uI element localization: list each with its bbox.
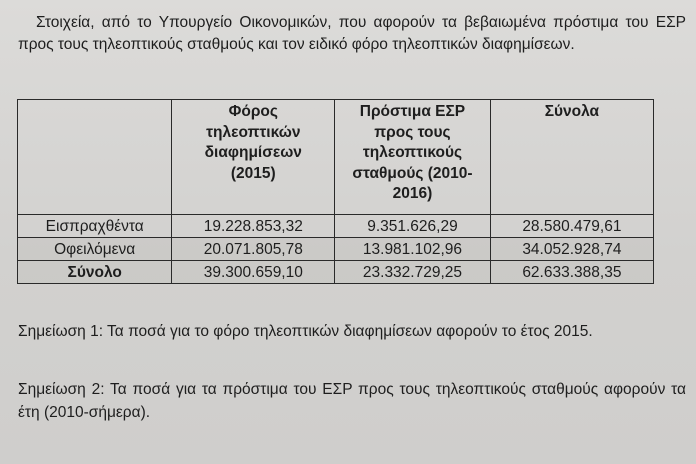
note-1: Σημείωση 1: Τα ποσά για το φόρο τηλεοπτικών διαφημίσεων αφορούν το έτος 2015.: [18, 323, 593, 340]
table-row: [18, 215, 654, 238]
fines-tax-table: [17, 99, 654, 284]
cell-collected-fines: 9.351.626,29: [335, 215, 491, 238]
header-tax: [172, 100, 335, 215]
header-empty-cell: [18, 100, 172, 215]
cell-owed-fines: 13.981.102,96: [335, 238, 491, 261]
table-row-total: [18, 261, 654, 284]
cell-sum-total: 62.633.388,35: [490, 261, 653, 284]
cell-sum-tax: 39.300.659,10: [172, 261, 335, 284]
row-label-sum: Σύνολο: [18, 261, 172, 284]
cell-owed-tax: 20.071.805,78: [172, 238, 335, 261]
note-2: Σημείωση 2: Τα ποσά για τα πρόστιμα του ΕΣΡ προς τους τηλεοπτικούς σταθμούς αφορούν τα έτη (2010-σήμερα).: [18, 381, 686, 421]
row-label-collected: Εισπραχθέντα: [18, 215, 172, 238]
cell-collected-tax: 19.228.853,32: [172, 215, 335, 238]
header-tax-text: Φόρος τηλεοπτικών διαφημίσεων (2015): [204, 103, 302, 182]
table-row: [18, 238, 654, 261]
cell-owed-total: 34.052.928,74: [490, 238, 653, 261]
header-fines: [335, 100, 491, 215]
row-label-owed: Οφειλόμενα: [18, 238, 172, 261]
header-fines-text: Πρόστιμα ΕΣΡ προς τους τηλεοπτικούς σταθμούς (2010-2016): [352, 103, 473, 202]
header-totals: Σύνολα: [490, 100, 653, 215]
table-header-row: [18, 100, 654, 215]
intro-paragraph: Στοιχεία, από το Υπουργείο Οικονομικών, που αφορούν τα βεβαιωμένα πρόστιμα του ΕΣΡ προς τους τηλεοπτικούς σταθμούς και τον ειδικό φόρο τηλεοπτικών διαφημίσεων.: [18, 14, 686, 53]
cell-collected-total: 28.580.479,61: [490, 215, 653, 238]
cell-sum-fines: 23.332.729,25: [335, 261, 491, 284]
